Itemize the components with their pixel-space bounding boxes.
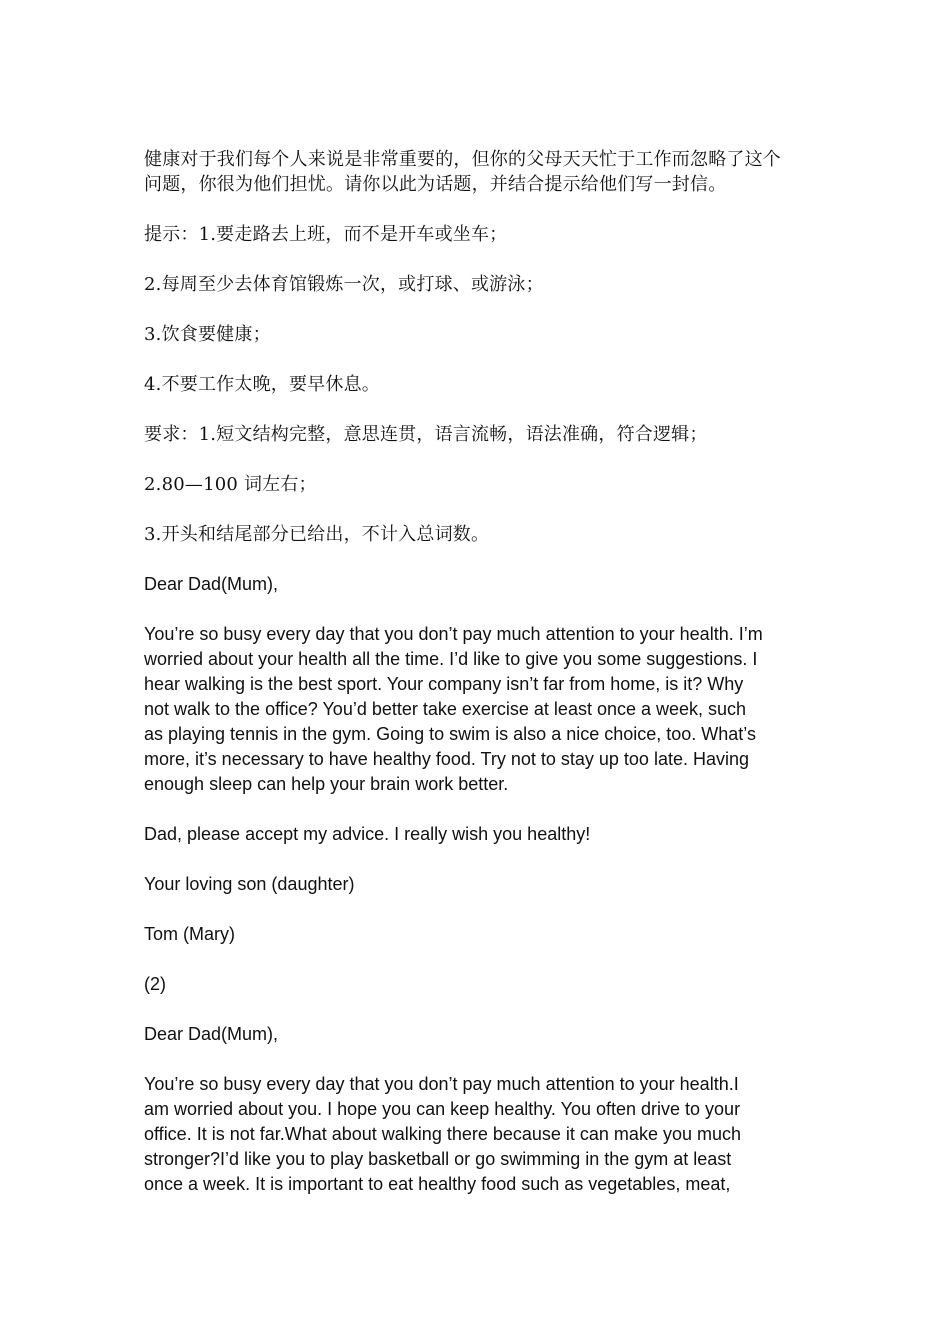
body-line: as playing tennis in the gym. Going to swim is also a nice choice, too. What’s (144, 724, 756, 744)
letter1-greeting: Dear Dad(Mum), (144, 574, 279, 594)
hint-item: 4.不要工作太晚，要早休息。 (144, 374, 380, 395)
letter1-sign-off: Your loving son (daughter) (144, 874, 355, 894)
body-line: stronger?I’d like you to play basketball or go swimming in the gym at least (144, 1149, 732, 1169)
intro-paragraph (144, 147, 814, 197)
intro-line: 问题，你很为他们担忧。请你以此为话题，并结合提示给他们写一封信。 (144, 174, 727, 195)
body-line: hear walking is the best sport. Your company isn’t far from home, is it? Why (144, 674, 744, 694)
intro-line: 健康对于我们每个人来说是非常重要的，但你的父母天天忙于工作而忽略了这个 (144, 149, 781, 170)
body-line: office. It is not far.What about walking there because it can make you much (144, 1124, 741, 1144)
body-line: more, it’s necessary to have healthy food. Try not to stay up too late. Having (144, 749, 749, 769)
body-line: not walk to the office? You’d better take exercise at least once a week, such (144, 699, 747, 719)
requirement-item: 3.开头和结尾部分已给出，不计入总词数。 (144, 524, 490, 545)
body-line: am worried about you. I hope you can keep healthy. You often drive to your (144, 1099, 741, 1119)
document-content (144, 147, 814, 1222)
section-label: (2) (144, 974, 166, 994)
hint-item: 3.饮食要健康； (144, 324, 271, 345)
body-line: You’re so busy every day that you don’t pay much attention to your health. I’m (144, 624, 763, 644)
letter1-signature: Tom (Mary) (144, 924, 235, 944)
body-line: worried about your health all the time. I’d like to give you some suggestions. I (144, 649, 758, 669)
requirement-item: 2.80—100 词左右； (144, 474, 317, 495)
body-line: enough sleep can help your brain work better. (144, 774, 509, 794)
hint-item: 提示：1.要走路去上班，而不是开车或坐车； (144, 224, 508, 245)
body-line: You’re so busy every day that you don’t pay much attention to your health.I (144, 1074, 739, 1094)
letter2-greeting: Dear Dad(Mum), (144, 1024, 279, 1044)
hint-item: 2.每周至少去体育馆锻炼一次，或打球、或游泳； (144, 274, 544, 295)
letter1-body (144, 622, 814, 797)
body-line: once a week. It is important to eat healthy food such as vegetables, meat, (144, 1174, 731, 1194)
letter1-closing: Dad, please accept my advice. I really wish you healthy! (144, 824, 591, 844)
letter2-body (144, 1072, 814, 1197)
requirement-item: 要求：1.短文结构完整，意思连贯，语言流畅，语法准确，符合逻辑； (144, 424, 708, 445)
